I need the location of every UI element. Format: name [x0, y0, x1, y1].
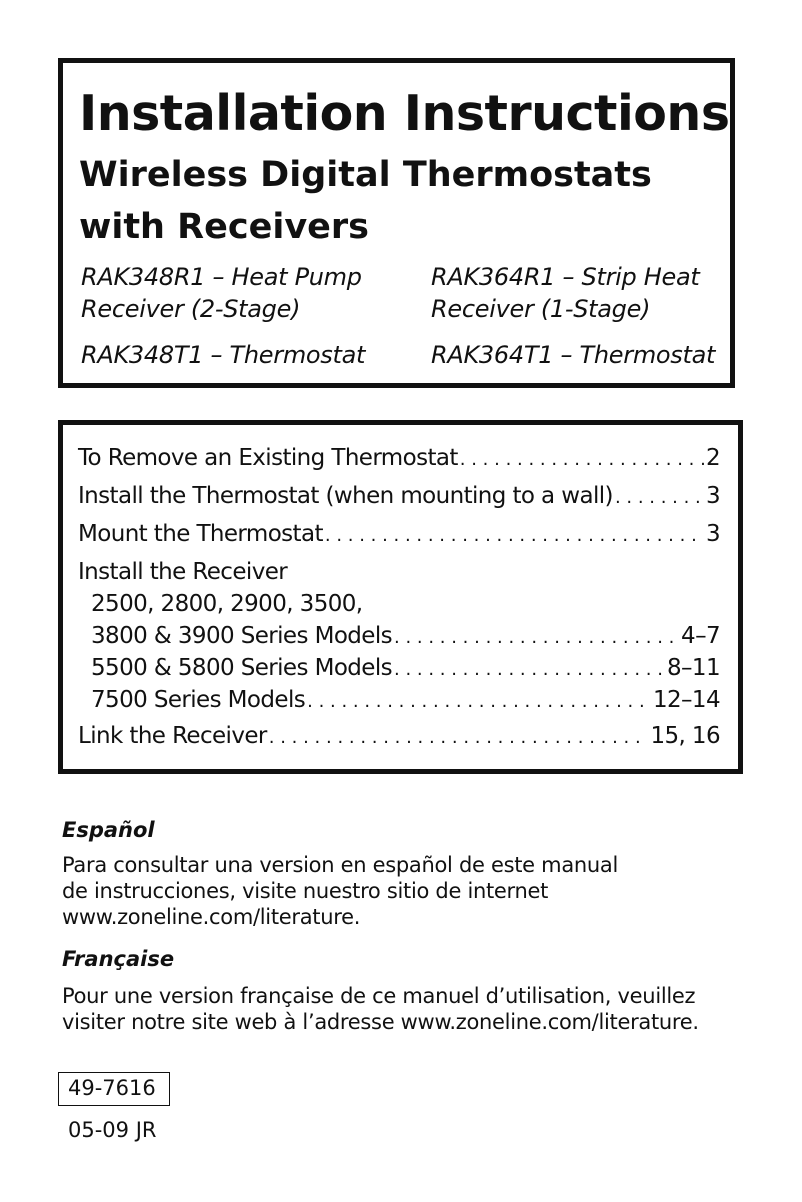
- spanish-line: de instrucciones, visite nuestro sitio de internet: [62, 879, 549, 903]
- toc-page: 8–11: [667, 655, 720, 681]
- model-rak348r1: [81, 261, 362, 325]
- toc-page: 3: [705, 483, 720, 509]
- toc-page: 4–7: [681, 623, 720, 649]
- toc-page: 2: [705, 445, 720, 471]
- toc-row[interactable]: [78, 521, 720, 553]
- toc-row: [91, 591, 720, 623]
- toc-label: Install the Thermostat (when mounting to a wall): [78, 483, 613, 509]
- spanish-url[interactable]: www.zoneline.com/literature.: [62, 905, 361, 929]
- toc-row[interactable]: [78, 723, 720, 755]
- toc-leader: [269, 723, 649, 749]
- toc-label: 7500 Series Models: [91, 687, 306, 713]
- document-subtitle-line1: Wireless Digital Thermostats: [79, 155, 652, 195]
- toc-row[interactable]: [91, 623, 720, 655]
- toc-row[interactable]: [78, 445, 720, 477]
- model-rak348t1: RAK348T1 – Thermostat: [81, 341, 366, 369]
- toc-section-heading[interactable]: [78, 559, 720, 591]
- toc-page: 12–14: [652, 687, 720, 713]
- toc-row[interactable]: [91, 687, 720, 719]
- toc-leader: [394, 655, 665, 681]
- french-heading: Française: [62, 947, 175, 971]
- table-of-contents: [58, 420, 743, 774]
- toc-leader: [325, 521, 704, 547]
- french-line: Pour une version française de ce manuel d’utilisation, veuillez: [62, 984, 696, 1008]
- toc-label: Mount the Thermostat: [78, 521, 323, 547]
- toc-leader: [460, 445, 704, 471]
- document-subtitle-line2: with Receivers: [79, 207, 369, 247]
- toc-row[interactable]: [78, 483, 720, 515]
- toc-label: Link the Receiver: [78, 723, 267, 749]
- model-rak348r1-line2: Receiver (2-Stage): [81, 295, 301, 323]
- document-number: 49-7616: [58, 1072, 170, 1106]
- spanish-line: Para consultar una version en español de este manual: [62, 853, 619, 877]
- toc-leader: [394, 623, 679, 649]
- model-rak348r1-line1: RAK348R1 – Heat Pump: [81, 263, 362, 291]
- model-rak364r1-line2: Receiver (1-Stage): [431, 295, 651, 323]
- french-paragraph: [62, 983, 699, 1035]
- title-box: [58, 58, 735, 388]
- toc-leader: [615, 483, 704, 509]
- document-title: Installation Instructions: [79, 85, 730, 142]
- spanish-heading: Español: [62, 818, 155, 842]
- model-rak364t1: RAK364T1 – Thermostat: [431, 341, 716, 369]
- toc-label: 3800 & 3900 Series Models: [91, 623, 393, 649]
- toc-leader: [307, 687, 651, 713]
- model-rak364r1: [431, 261, 700, 325]
- toc-label: Install the Receiver: [78, 559, 288, 585]
- toc-label: 5500 & 5800 Series Models: [91, 655, 393, 681]
- toc-page: 3: [705, 521, 720, 547]
- french-line: visiter notre site web à l’adresse www.zoneline.com/literature.: [62, 1010, 699, 1034]
- toc-label: 2500, 2800, 2900, 3500,: [91, 591, 363, 617]
- toc-page: 15, 16: [650, 723, 720, 749]
- toc-row[interactable]: [91, 655, 720, 687]
- model-rak364r1-line1: RAK364R1 – Strip Heat: [431, 263, 700, 291]
- toc-label: To Remove an Existing Thermostat: [78, 445, 458, 471]
- date-code: 05-09 JR: [68, 1118, 157, 1142]
- spanish-paragraph: [62, 852, 618, 930]
